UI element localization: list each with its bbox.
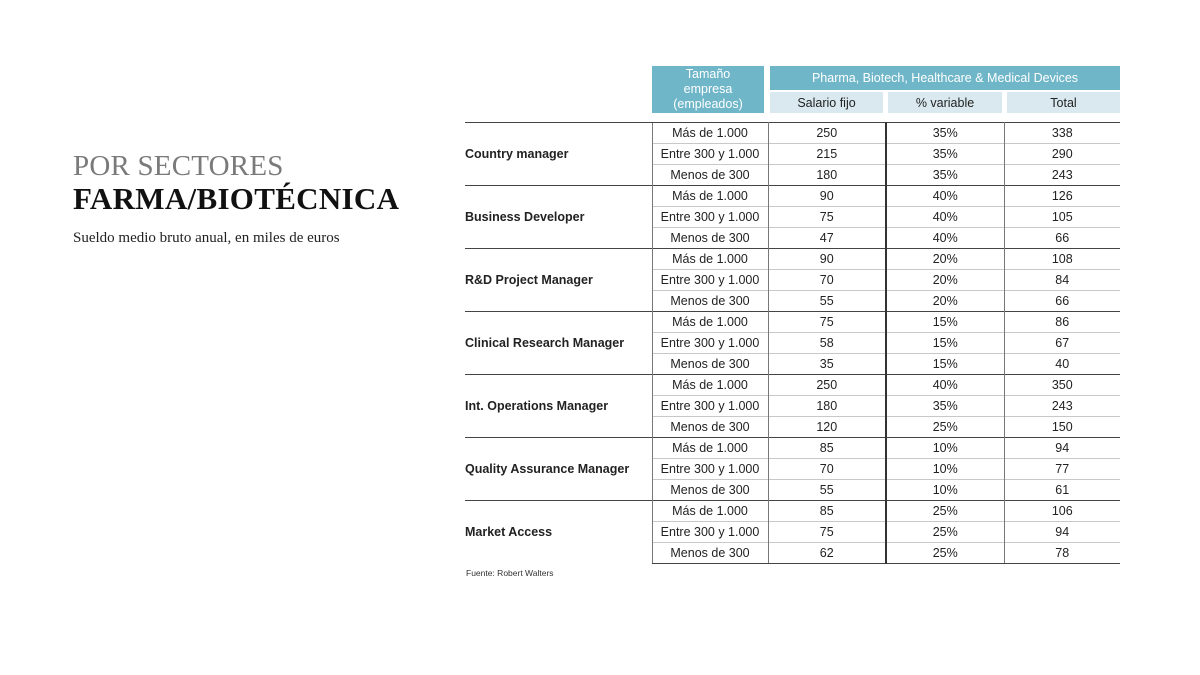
- company-size-cell: Menos de 300: [652, 543, 768, 564]
- total-cell: 66: [1004, 291, 1120, 312]
- role-label: Int. Operations Manager: [465, 375, 652, 438]
- total-cell: 290: [1004, 144, 1120, 165]
- total-cell: 126: [1004, 186, 1120, 207]
- total-cell: 94: [1004, 522, 1120, 543]
- fixed-salary-cell: 250: [768, 123, 886, 144]
- variable-percent-cell: 15%: [886, 354, 1004, 375]
- page-title: FARMA/BIOTÉCNICA: [73, 181, 400, 216]
- company-size-cell: Más de 1.000: [652, 438, 768, 459]
- variable-percent-cell: 20%: [886, 249, 1004, 270]
- salary-table: [465, 122, 1120, 564]
- fixed-salary-cell: 180: [768, 165, 886, 186]
- fixed-salary-cell: 55: [768, 480, 886, 501]
- fixed-salary-cell: 70: [768, 459, 886, 480]
- company-size-cell: Menos de 300: [652, 354, 768, 375]
- variable-percent-cell: 15%: [886, 333, 1004, 354]
- role-label: Quality Assurance Manager: [465, 438, 652, 501]
- total-cell: 40: [1004, 354, 1120, 375]
- column-header-total: Total: [1007, 92, 1120, 113]
- company-size-cell: Menos de 300: [652, 417, 768, 438]
- section-kicker: POR SECTORES: [73, 150, 284, 182]
- company-size-cell: Entre 300 y 1.000: [652, 333, 768, 354]
- company-size-cell: Menos de 300: [652, 228, 768, 249]
- variable-percent-cell: 35%: [886, 165, 1004, 186]
- variable-percent-cell: 35%: [886, 123, 1004, 144]
- salary-table-body: [465, 123, 1120, 564]
- variable-percent-cell: 20%: [886, 270, 1004, 291]
- company-size-cell: Más de 1.000: [652, 249, 768, 270]
- fixed-salary-cell: 85: [768, 501, 886, 522]
- total-cell: 108: [1004, 249, 1120, 270]
- company-size-cell: Menos de 300: [652, 165, 768, 186]
- variable-percent-cell: 20%: [886, 291, 1004, 312]
- fixed-salary-cell: 85: [768, 438, 886, 459]
- total-cell: 77: [1004, 459, 1120, 480]
- variable-percent-cell: 40%: [886, 375, 1004, 396]
- heading-block: [73, 150, 399, 247]
- fixed-salary-cell: 75: [768, 207, 886, 228]
- fixed-salary-cell: 55: [768, 291, 886, 312]
- variable-percent-cell: 25%: [886, 543, 1004, 564]
- total-cell: 84: [1004, 270, 1120, 291]
- fixed-salary-cell: 62: [768, 543, 886, 564]
- fixed-salary-cell: 58: [768, 333, 886, 354]
- role-label: Business Developer: [465, 186, 652, 249]
- column-header-variable: % variable: [888, 92, 1002, 113]
- company-size-cell: Entre 300 y 1.000: [652, 144, 768, 165]
- fixed-salary-cell: 75: [768, 522, 886, 543]
- role-label: Clinical Research Manager: [465, 312, 652, 375]
- company-size-cell: Más de 1.000: [652, 375, 768, 396]
- variable-percent-cell: 40%: [886, 186, 1004, 207]
- company-size-cell: Entre 300 y 1.000: [652, 396, 768, 417]
- fixed-salary-cell: 47: [768, 228, 886, 249]
- fixed-salary-cell: 70: [768, 270, 886, 291]
- variable-percent-cell: 35%: [886, 396, 1004, 417]
- variable-percent-cell: 40%: [886, 207, 1004, 228]
- role-label: R&D Project Manager: [465, 249, 652, 312]
- variable-percent-cell: 25%: [886, 501, 1004, 522]
- total-cell: 150: [1004, 417, 1120, 438]
- table-row: [465, 312, 1120, 333]
- variable-percent-cell: 40%: [886, 228, 1004, 249]
- fixed-salary-cell: 215: [768, 144, 886, 165]
- total-cell: 243: [1004, 396, 1120, 417]
- sector-header: Pharma, Biotech, Healthcare & Medical Devices: [770, 66, 1120, 90]
- fixed-salary-cell: 90: [768, 186, 886, 207]
- company-size-cell: Entre 300 y 1.000: [652, 207, 768, 228]
- total-cell: 105: [1004, 207, 1120, 228]
- variable-percent-cell: 10%: [886, 480, 1004, 501]
- table-row: [465, 501, 1120, 522]
- variable-percent-cell: 25%: [886, 417, 1004, 438]
- company-size-cell: Más de 1.000: [652, 123, 768, 144]
- company-size-cell: Más de 1.000: [652, 186, 768, 207]
- fixed-salary-cell: 90: [768, 249, 886, 270]
- total-cell: 61: [1004, 480, 1120, 501]
- company-size-cell: Menos de 300: [652, 291, 768, 312]
- company-size-cell: Entre 300 y 1.000: [652, 459, 768, 480]
- column-header-fixed-salary: Salario fijo: [770, 92, 883, 113]
- role-label: Country manager: [465, 123, 652, 186]
- variable-percent-cell: 25%: [886, 522, 1004, 543]
- total-cell: 94: [1004, 438, 1120, 459]
- company-size-header: [652, 66, 764, 113]
- company-size-cell: Más de 1.000: [652, 312, 768, 333]
- total-cell: 66: [1004, 228, 1120, 249]
- fixed-salary-cell: 35: [768, 354, 886, 375]
- fixed-salary-cell: 75: [768, 312, 886, 333]
- variable-percent-cell: 35%: [886, 144, 1004, 165]
- company-size-header-label: Tamaño empresa (empleados): [673, 67, 743, 111]
- total-cell: 86: [1004, 312, 1120, 333]
- company-size-cell: Entre 300 y 1.000: [652, 270, 768, 291]
- total-cell: 67: [1004, 333, 1120, 354]
- total-cell: 338: [1004, 123, 1120, 144]
- fixed-salary-cell: 180: [768, 396, 886, 417]
- fixed-salary-cell: 250: [768, 375, 886, 396]
- company-size-cell: Menos de 300: [652, 480, 768, 501]
- role-label: Market Access: [465, 501, 652, 564]
- variable-percent-cell: 15%: [886, 312, 1004, 333]
- fixed-salary-cell: 120: [768, 417, 886, 438]
- total-cell: 78: [1004, 543, 1120, 564]
- variable-percent-cell: 10%: [886, 459, 1004, 480]
- total-cell: 243: [1004, 165, 1120, 186]
- company-size-cell: Entre 300 y 1.000: [652, 522, 768, 543]
- total-cell: 350: [1004, 375, 1120, 396]
- table-row: [465, 186, 1120, 207]
- variable-percent-cell: 10%: [886, 438, 1004, 459]
- table-row: [465, 375, 1120, 396]
- table-row: [465, 438, 1120, 459]
- source-note: Fuente: Robert Walters: [466, 568, 554, 578]
- table-row: [465, 123, 1120, 144]
- page-subtitle: Sueldo medio bruto anual, en miles de euros: [73, 230, 340, 246]
- company-size-cell: Más de 1.000: [652, 501, 768, 522]
- table-row: [465, 249, 1120, 270]
- total-cell: 106: [1004, 501, 1120, 522]
